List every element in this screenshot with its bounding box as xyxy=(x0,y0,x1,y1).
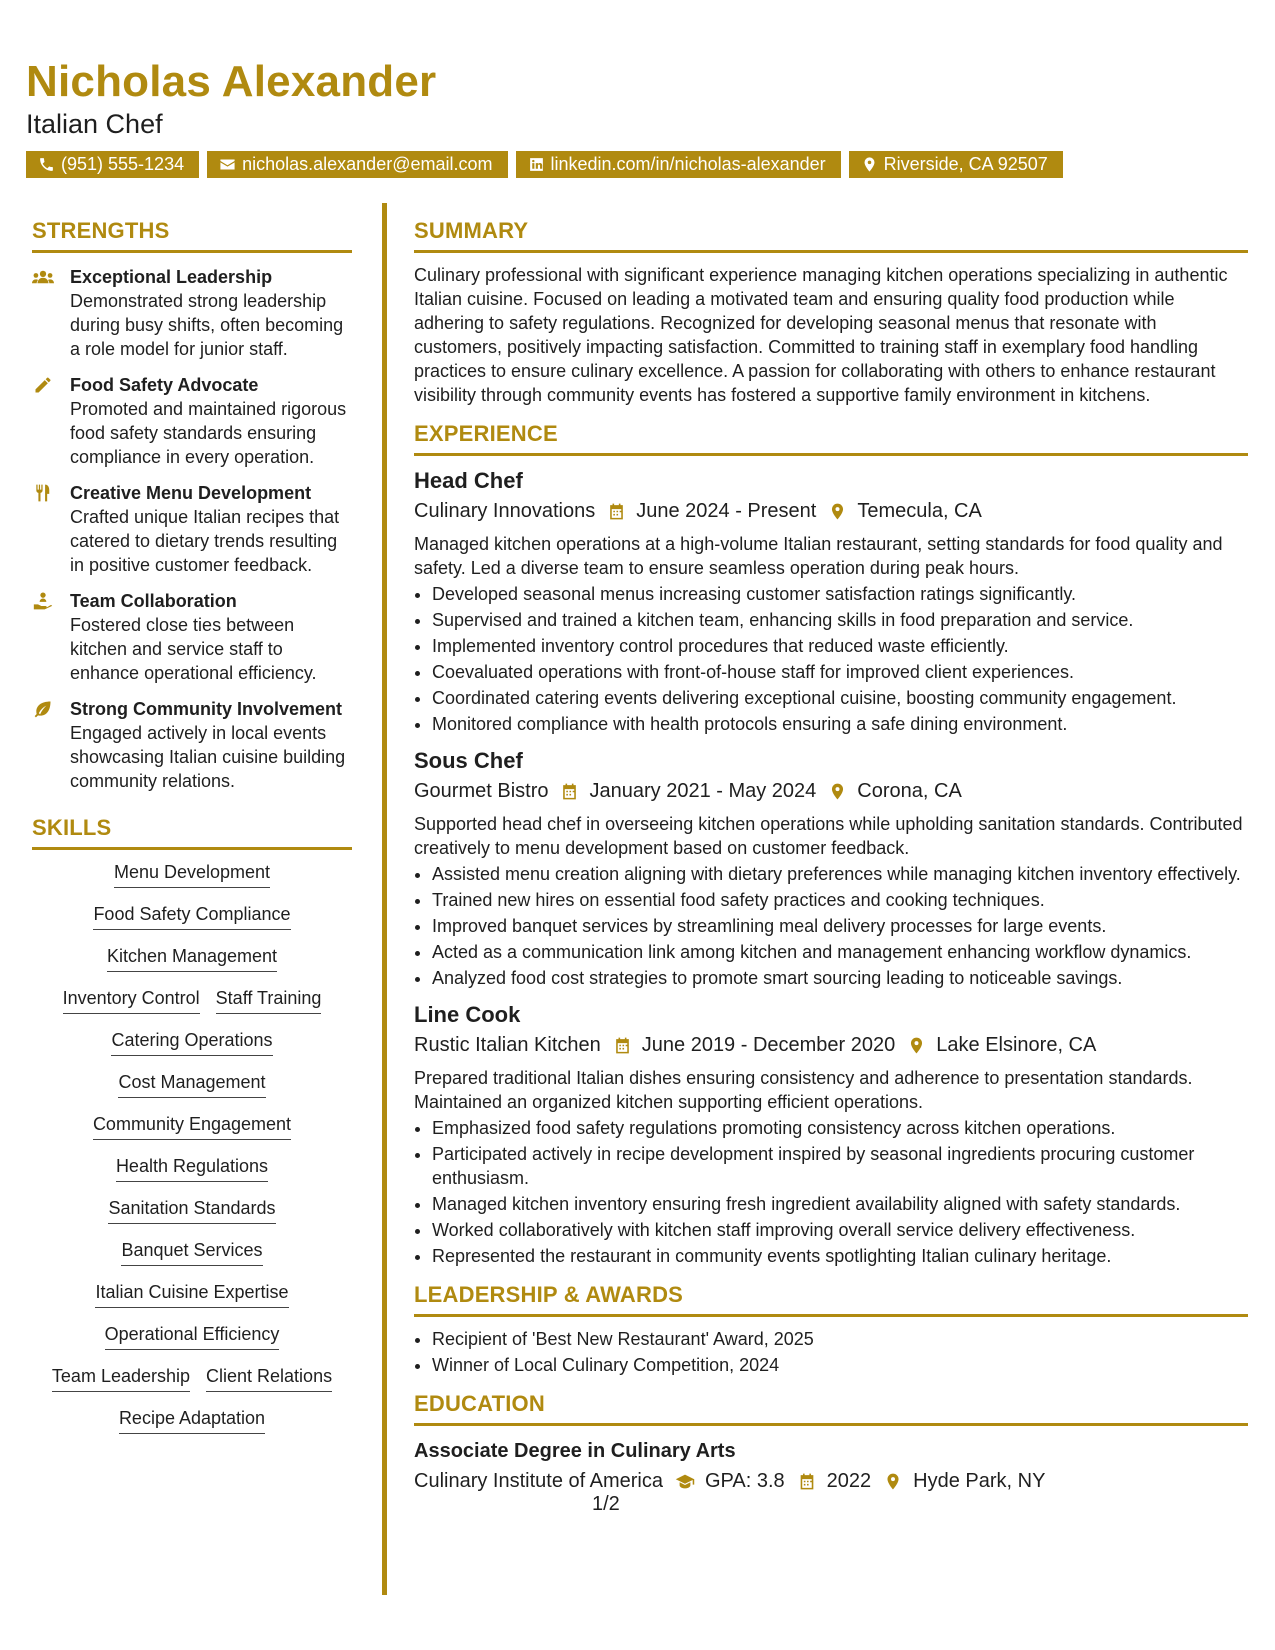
envelope-icon xyxy=(219,156,236,173)
bullet-item: • Analyzed food cost strategies to promote smart sourcing leading to noticeable savings. xyxy=(432,966,1248,990)
summary-heading: SUMMARY xyxy=(414,218,1248,253)
school-name: Culinary Institute of America xyxy=(414,1470,663,1492)
strength-desc: Crafted unique Italian recipes that catered to dietary trends resulting in positive customer feedback. xyxy=(70,507,340,575)
contact-linkedin[interactable] xyxy=(516,151,841,178)
strength-desc: Demonstrated strong leadership during busy shifts, often becoming a role model for junior staff. xyxy=(70,291,344,359)
strength-item xyxy=(32,481,352,577)
skill-tag: Sanitation Standards xyxy=(108,1196,275,1224)
map-pin-icon xyxy=(861,156,878,173)
job-desc: Supported head chef in overseeing kitchen operations while upholding sanitation standards. Contributed creatively to menu development based on customer feedback. xyxy=(414,814,1243,858)
skills-list xyxy=(32,860,352,1434)
leaf-icon xyxy=(32,699,54,719)
bullet-item: • Assisted menu creation aligning with dietary preferences while managing kitchen inventory effectively. xyxy=(432,862,1248,886)
job-meta xyxy=(414,776,1248,806)
map-pin-icon xyxy=(828,782,847,801)
bullet-item: • Emphasized food safety regulations promoting consistency across kitchen operations. xyxy=(432,1116,1248,1140)
bullet-item: • Represented the restaurant in community events spotlighting Italian culinary heritage. xyxy=(432,1244,1248,1268)
job-entry xyxy=(414,466,1248,736)
strength-item xyxy=(32,589,352,685)
bullet-item: • Trained new hires on essential food safety practices and cooking techniques. xyxy=(432,888,1248,912)
strength-title: Creative Menu Development xyxy=(70,483,312,503)
skills-heading: SKILLS xyxy=(32,815,352,850)
job-bullets xyxy=(414,862,1248,990)
left-column xyxy=(32,218,352,1448)
job-location: Temecula, CA xyxy=(857,500,982,522)
skill-tag: Cost Management xyxy=(118,1070,265,1098)
awards-heading: LEADERSHIP & AWARDS xyxy=(414,1282,1248,1317)
skill-tag: Inventory Control xyxy=(63,986,200,1014)
bullet-item: • Acted as a communication link among kitchen and management enhancing workflow dynamics. xyxy=(432,940,1248,964)
skill-tag: Menu Development xyxy=(114,860,270,888)
map-pin-icon xyxy=(828,502,847,521)
contact-location[interactable] xyxy=(849,151,1063,178)
candidate-name: Nicholas Alexander xyxy=(26,57,437,106)
job-dates: January 2021 - May 2024 xyxy=(589,780,817,802)
bullet-item: • Supervised and trained a kitchen team, enhancing skills in food preparation and service. xyxy=(432,608,1248,632)
map-pin-icon xyxy=(883,1472,903,1491)
job-location: Corona, CA xyxy=(857,780,962,802)
skill-tag: Team Leadership xyxy=(52,1364,190,1392)
summary-text: Culinary professional with significant experience managing kitchen operations specializing in authentic Italian cuisine. Focused on leading a motivated team and ensuring quality food production while adhering to safety regulations. Recognized for developing seasonal menus that resonate with customers, positively impacting satisfaction. Committed to training staff in exemplary food handling practices to ensure culinary excellence. A passion for collaborating with others to enhance restaurant visibility through community events has fostered a supportive family environment in kitchens. xyxy=(414,265,1228,405)
pencil-icon xyxy=(32,375,54,395)
skill-tag: Client Relations xyxy=(206,1364,332,1392)
experience-heading: EXPERIENCE xyxy=(414,421,1248,456)
bullet-item: • Managed kitchen inventory ensuring fresh ingredient availability aligned with safety standards. xyxy=(432,1192,1248,1216)
resume-header xyxy=(26,58,1256,178)
skill-tag: Italian Cuisine Expertise xyxy=(95,1280,288,1308)
awards-list xyxy=(414,1327,1248,1377)
calendar-icon xyxy=(613,1036,632,1055)
job-title: Sous Chef xyxy=(414,748,523,773)
education-meta xyxy=(414,1466,1248,1496)
job-entry xyxy=(414,746,1248,990)
job-bullets xyxy=(414,1116,1248,1268)
strength-desc: Engaged actively in local events showcasing Italian cuisine building community relations. xyxy=(70,723,346,791)
job-desc: Prepared traditional Italian dishes ensuring consistency and adherence to presentation standards. Maintained an organized kitchen supporting efficient operations. xyxy=(414,1068,1193,1112)
gpa: GPA: 3.8 xyxy=(705,1470,785,1492)
skill-tag: Kitchen Management xyxy=(107,944,277,972)
job-company: Gourmet Bistro xyxy=(414,780,549,802)
job-entry xyxy=(414,1000,1248,1268)
bullet-item: • Implemented inventory control procedures that reduced waste efficiently. xyxy=(432,634,1248,658)
skill-tag: Operational Efficiency xyxy=(105,1322,280,1350)
bullet-item: • Developed seasonal menus increasing customer satisfaction ratings significantly. xyxy=(432,582,1248,606)
job-desc: Managed kitchen operations at a high-volume Italian restaurant, setting standards for food quality and safety. Led a diverse team to ensure seamless operation during peak hours. xyxy=(414,534,1223,578)
strength-desc: Promoted and maintained rigorous food safety standards ensuring compliance in every operation. xyxy=(70,399,347,467)
job-title: Line Cook xyxy=(414,1002,521,1027)
award-item: • Recipient of 'Best New Restaurant' Award, 2025 xyxy=(432,1327,1248,1351)
strength-title: Team Collaboration xyxy=(70,591,237,611)
map-pin-icon xyxy=(907,1036,926,1055)
skill-tag: Catering Operations xyxy=(111,1028,272,1056)
strength-desc: Fostered close ties between kitchen and service staff to enhance operational efficiency. xyxy=(70,615,317,683)
strengths-heading: STRENGTHS xyxy=(32,218,352,253)
hand-holding-person-icon xyxy=(32,591,54,611)
job-title: Head Chef xyxy=(414,468,523,493)
column-divider xyxy=(382,203,387,1595)
strength-title: Food Safety Advocate xyxy=(70,375,259,395)
skill-tag: Staff Training xyxy=(216,986,322,1014)
calendar-icon xyxy=(607,502,626,521)
job-meta xyxy=(414,496,1248,526)
phone-icon xyxy=(38,156,55,173)
job-dates: June 2019 - December 2020 xyxy=(641,1034,896,1056)
bullet-item: • Improved banquet services by streamlining meal delivery processes for large events. xyxy=(432,914,1248,938)
strength-title: Exceptional Leadership xyxy=(70,267,273,287)
school-location: Hyde Park, NY xyxy=(913,1470,1046,1492)
graduation-year: 2022 xyxy=(826,1470,872,1492)
bullet-item: • Monitored compliance with health protocols ensuring a safe dining environment. xyxy=(432,712,1248,736)
email-text: nicholas.alexander@email.com xyxy=(242,153,493,174)
skill-tag: Recipe Adaptation xyxy=(119,1406,265,1434)
strengths-list xyxy=(32,263,352,793)
calendar-icon xyxy=(797,1472,817,1491)
strength-item xyxy=(32,697,352,793)
location-text: Riverside, CA 92507 xyxy=(883,153,1048,174)
calendar-icon xyxy=(560,782,579,801)
job-company: Culinary Innovations xyxy=(414,500,596,522)
linkedin-icon xyxy=(528,156,545,173)
right-column xyxy=(414,218,1248,1496)
strength-title: Strong Community Involvement xyxy=(70,699,343,719)
bullet-item: • Coevaluated operations with front-of-house staff for improved client experiences. xyxy=(432,660,1248,684)
skill-tag: Food Safety Compliance xyxy=(93,902,290,930)
award-item: • Winner of Local Culinary Competition, 2024 xyxy=(432,1353,1248,1377)
contact-phone[interactable] xyxy=(26,151,199,178)
job-dates: June 2024 - Present xyxy=(636,500,817,522)
skill-tag: Health Regulations xyxy=(116,1154,268,1182)
strength-item xyxy=(32,373,352,469)
contact-email[interactable] xyxy=(207,151,507,178)
page-number: 1/2 xyxy=(592,1493,620,1515)
bullet-item: • Worked collaboratively with kitchen staff improving overall service delivery effectiveness. xyxy=(432,1218,1248,1242)
bullet-item: • Participated actively in recipe development inspired by seasonal ingredients procuring customer enthusiasm. xyxy=(432,1142,1248,1190)
skill-tag: Community Engagement xyxy=(93,1112,291,1140)
contact-bar xyxy=(26,151,1256,178)
users-icon xyxy=(32,267,54,287)
utensils-icon xyxy=(32,483,54,503)
job-meta xyxy=(414,1030,1248,1060)
job-company: Rustic Italian Kitchen xyxy=(414,1034,601,1056)
phone-text: (951) 555-1234 xyxy=(61,153,185,174)
skill-tag: Banquet Services xyxy=(121,1238,262,1266)
education-heading: EDUCATION xyxy=(414,1391,1248,1426)
graduation-cap-icon xyxy=(675,1472,695,1491)
bullet-item: • Coordinated catering events delivering exceptional cuisine, boosting community engagement. xyxy=(432,686,1248,710)
job-location: Lake Elsinore, CA xyxy=(936,1034,1097,1056)
job-bullets xyxy=(414,582,1248,736)
linkedin-text: linkedin.com/in/nicholas-alexander xyxy=(550,153,826,174)
strength-item xyxy=(32,265,352,361)
candidate-title: Italian Chef xyxy=(26,109,163,140)
degree-title: Associate Degree in Culinary Arts xyxy=(414,1440,736,1462)
